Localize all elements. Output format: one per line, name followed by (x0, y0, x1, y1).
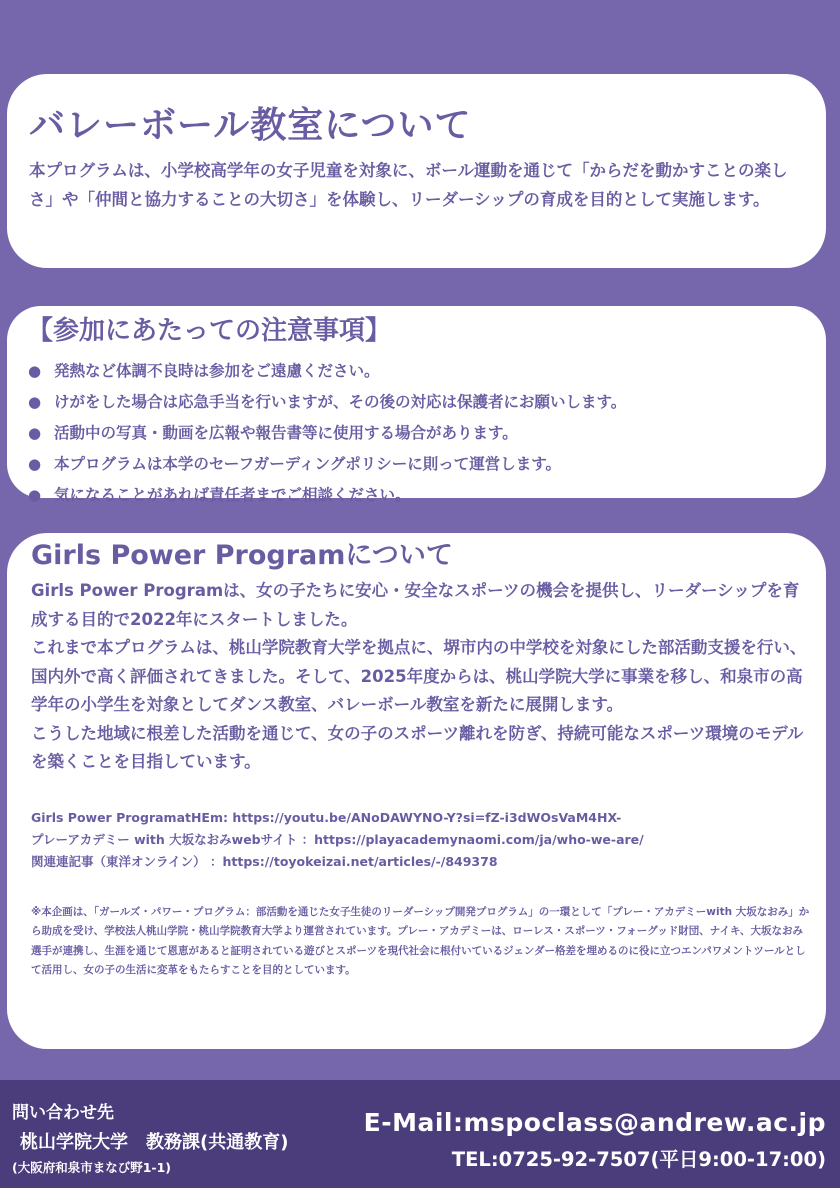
list-item-text: 発熱など体調不良時は参加をご遠慮ください。 (54, 362, 380, 380)
play-academy-link[interactable]: プレーアカデミー with 大坂なおみwebサイト ：https://playacademynaomi.com/ja/who-we-are/ (31, 831, 644, 847)
bullet-icon: ● (28, 362, 42, 380)
program-paragraph: こうした地域に根差した活動を通じて、女の子のスポーツ離れを防ぎ、持続可能なスポーツ環境のモデルを築くことを目指しています。 (31, 723, 804, 771)
girls-power-program-card (7, 533, 826, 1049)
bullet-icon: ● (28, 455, 42, 473)
list-item (27, 418, 812, 449)
participation-notes-card (7, 306, 826, 504)
list-item-text: 本プログラムは本学のセーフガーディングポリシーに則って運営します。 (54, 455, 562, 473)
address: (大阪府和泉市まなび野1-1) (12, 1160, 172, 1175)
program-paragraph: Girls Power Programは、女の子たちに安心・安全なスポーツの機会を提供し、リーダーシップを育成する目的で2022年にスタートしました。 (31, 581, 800, 629)
participation-notes-list (27, 356, 812, 511)
toyokeizai-article-link[interactable]: 関連連記事（東洋オンライン） ：https://toyokeizai.net/articles/-/849378 (31, 853, 498, 869)
volleyball-class-card (7, 74, 826, 268)
youtube-link[interactable]: Girls Power ProgramatHEm: https://youtu.be/ANoDAWYNO-Y?si=fZ-i3dWOsVaM4HX- (31, 809, 622, 825)
bullet-icon: ● (28, 424, 42, 442)
participation-notes-title: 【参加にあたっての注意事項】 (27, 316, 392, 346)
girls-power-program-title: Girls Power Programについて (31, 540, 453, 571)
list-item-text: 気になることがあれば責任者までご相談ください。 (54, 486, 411, 504)
related-links (31, 807, 810, 873)
volleyball-class-title: バレーボール教室について (29, 105, 472, 146)
list-item (27, 356, 812, 387)
list-item (27, 387, 812, 418)
list-item (27, 449, 812, 480)
list-item (27, 480, 812, 511)
bullet-icon: ● (28, 393, 42, 411)
organization-name: 桃山学院大学 教務課(共通教育) (20, 1132, 289, 1153)
contact-footer (0, 1080, 840, 1188)
bullet-icon: ● (28, 486, 42, 504)
list-item-text: けがをした場合は応急手当を行いますが、その後の対応は保護者にお願いします。 (54, 393, 627, 411)
contact-label: 問い合わせ先 (12, 1103, 114, 1123)
list-item-text: 活動中の写真・動画を広報や報告書等に使用する場合があります。 (54, 424, 518, 442)
program-paragraph: これまで本プログラムは、桃山学院教育大学を拠点に、堺市内の中学校を対象にした部活動支援を行い、国内外で高く評価されてきました。そして、2025年度からは、桃山学院大学に事業を移し、和泉市の高学年の小学生を対象としてダンス教室、バレーボール教室を新たに展開します。 (31, 638, 807, 714)
funding-note: ※本企画は、「ガールズ・パワー・プログラム：部活動を通じた女子生徒のリーダーシップ開発プログラム」の一環として「プレー・アカデミーwith 大坂なおみ」から助成を受け、学校法人桃山学院・桃山学院教育大学より運営されています。プレー・アカデミーは、ローレス・スポーツ・フォーグッド財団、ナイキ、大坂なおみ選手が連携し、生涯を通じて恩恵があると証明されている遊びとスポーツを現代社会に根付いているジェンダー格差を埋めるのに役に立つエンパワメントツールとして活用し、女の子の生活に変革をもたらすことを目的としています。 (31, 905, 810, 976)
contact-phone[interactable]: TEL:0725-92-7507(平日9:00-17:00) (451, 1148, 826, 1171)
contact-email[interactable]: E-Mail:mspoclass@andrew.ac.jp (363, 1108, 826, 1137)
volleyball-class-description: 本プログラムは、小学校高学年の女子児童を対象に、ボール運動を通じて「からだを動かすことの楽しさ」や「仲間と協力することの大切さ」を体験し、リーダーシップの育成を目的として実施します。 (29, 161, 788, 209)
